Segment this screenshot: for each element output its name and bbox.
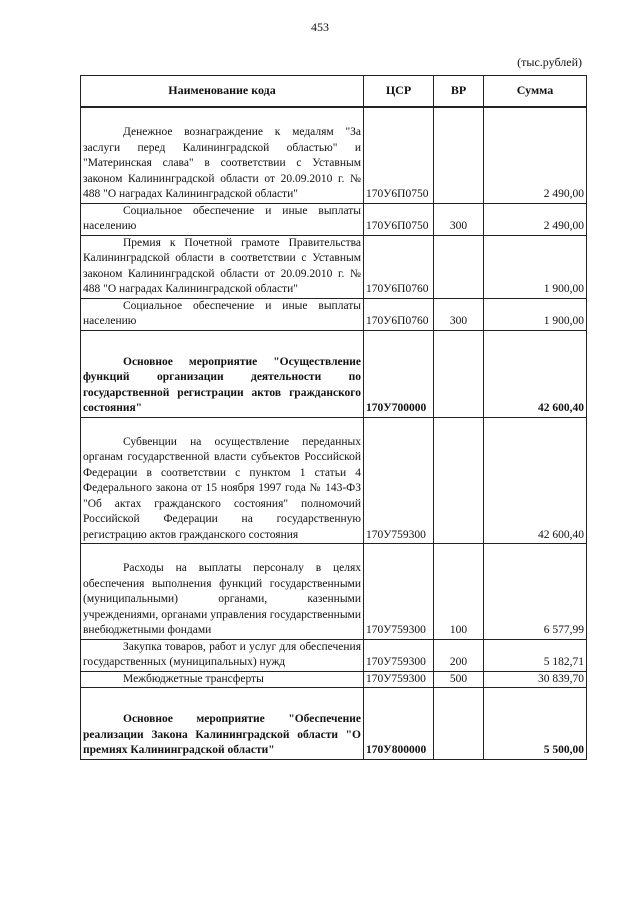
- row-name: Субвенции на осуществление переданных органам государственной власти субъектов Российской Федерации в соответствии с пунктом 1 статьи 4 Федерального закона от 15 ноября 1997 года № 143-ФЗ "Об актах гражданского состояния" полномочий Российской Федерации на государственную регистрацию актов гражданского состояния: [81, 417, 364, 544]
- row-vr: [434, 688, 484, 760]
- table-row: [81, 639, 587, 671]
- row-csr: 170У759300: [364, 639, 434, 671]
- table-row: [81, 688, 587, 760]
- row-sum: 5 500,00: [484, 688, 587, 760]
- row-name: Денежное вознаграждение к медалям "За заслуги перед Калининградской областью" и "Материнская слава" в соответствии с Уставным законом Калининградской области от 20.09.2010 г. № 488 "О наградах Калининградской области": [81, 107, 364, 203]
- table-header-row: [81, 76, 587, 108]
- row-sum: 30 839,70: [484, 671, 587, 688]
- table-row: [81, 330, 587, 417]
- row-csr: 170У759300: [364, 544, 434, 640]
- row-name: Межбюджетные трансферты: [81, 671, 364, 688]
- row-csr: 170У6П0750: [364, 107, 434, 203]
- row-csr: 170У6П0760: [364, 235, 434, 298]
- row-csr: 170У800000: [364, 688, 434, 760]
- table-row: [81, 203, 587, 235]
- budget-table: [80, 75, 587, 760]
- row-vr: [434, 417, 484, 544]
- row-csr: 170У700000: [364, 330, 434, 417]
- row-sum: 2 490,00: [484, 107, 587, 203]
- table-row: [81, 298, 587, 330]
- row-name: Закупка товаров, работ и услуг для обеспечения государственных (муниципальных) нужд: [81, 639, 364, 671]
- row-name: Расходы на выплаты персоналу в целях обеспечения выполнения функций государственными (муниципальными) органами, казенными учреждениями, органами управления государственными внебюджетными фондами: [81, 544, 364, 640]
- table-row: [81, 235, 587, 298]
- row-sum: 42 600,40: [484, 330, 587, 417]
- row-sum: 2 490,00: [484, 203, 587, 235]
- units-label: (тыс.рублей): [517, 55, 582, 69]
- row-csr: 170У6П0760: [364, 298, 434, 330]
- row-vr: [434, 235, 484, 298]
- header-name: Наименование кода: [81, 76, 364, 108]
- row-sum: 1 900,00: [484, 298, 587, 330]
- table-row: [81, 671, 587, 688]
- row-vr: 200: [434, 639, 484, 671]
- row-vr: [434, 107, 484, 203]
- row-name: Основное мероприятие "Обеспечение реализации Закона Калининградской области "О премиях Калининградской области": [81, 688, 364, 760]
- row-name: Премия к Почетной грамоте Правительства Калининградской области в соответствии с Уставным законом Калининградской области от 20.09.2010 г. № 488 "О наградах Калининградской области": [81, 235, 364, 298]
- row-name: Социальное обеспечение и иные выплаты населению: [81, 298, 364, 330]
- row-name: Социальное обеспечение и иные выплаты населению: [81, 203, 364, 235]
- row-csr: 170У6П0750: [364, 203, 434, 235]
- row-vr: 500: [434, 671, 484, 688]
- row-sum: 6 577,99: [484, 544, 587, 640]
- row-vr: 300: [434, 298, 484, 330]
- page-number: 453: [311, 20, 329, 34]
- row-sum: 1 900,00: [484, 235, 587, 298]
- header-vr: ВР: [434, 76, 484, 108]
- table-row: [81, 107, 587, 203]
- header-sum: Сумма: [484, 76, 587, 108]
- row-vr: 100: [434, 544, 484, 640]
- row-vr: [434, 330, 484, 417]
- row-csr: 170У759300: [364, 671, 434, 688]
- row-name: Основное мероприятие "Осуществление функций организации деятельности по государственной регистрации актов гражданского состояния": [81, 330, 364, 417]
- row-csr: 170У759300: [364, 417, 434, 544]
- table-row: [81, 417, 587, 544]
- row-sum: 42 600,40: [484, 417, 587, 544]
- row-vr: 300: [434, 203, 484, 235]
- header-csr: ЦСР: [364, 76, 434, 108]
- table-row: [81, 544, 587, 640]
- row-sum: 5 182,71: [484, 639, 587, 671]
